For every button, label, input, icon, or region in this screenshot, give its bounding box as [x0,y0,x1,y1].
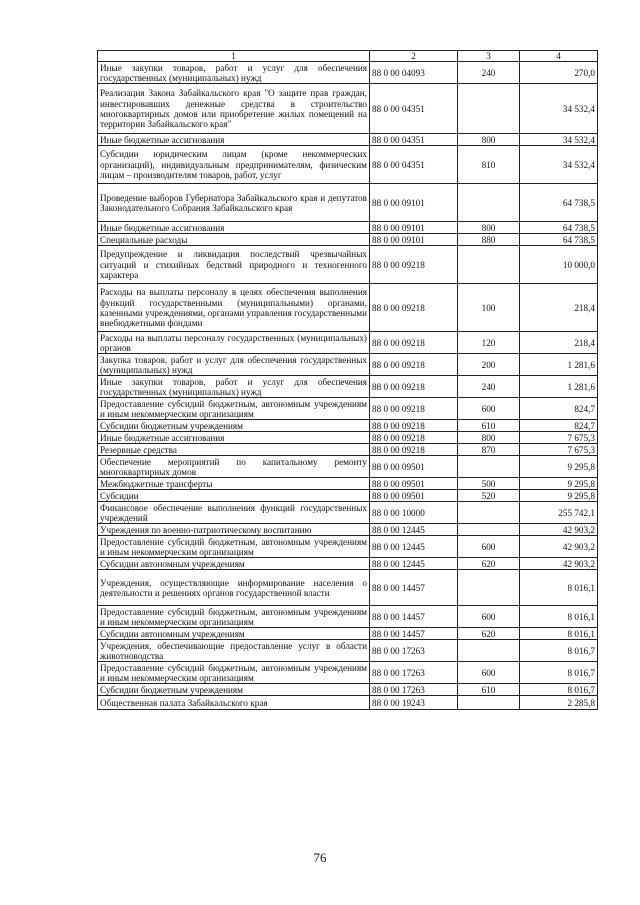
row-target-code: 88 0 00 09218 [370,398,458,420]
row-amount: 34 532,4 [520,84,598,134]
row-name: Межбюджетные трансферты [98,478,370,490]
row-amount: 64 738,5 [520,184,598,222]
row-expense-type: 870 [458,444,520,456]
row-expense-type [458,570,520,606]
row-expense-type: 800 [458,432,520,444]
row-target-code: 88 0 00 10000 [370,502,458,524]
table-row [98,502,598,524]
row-amount: 64 738,5 [520,234,598,246]
row-target-code: 88 0 00 19243 [370,696,458,710]
table-row [98,376,598,398]
row-target-code: 88 0 00 04351 [370,134,458,146]
table-row [98,684,598,696]
row-name: Расходы на выплаты персоналу государственных (муниципальных) органов [98,332,370,354]
row-expense-type: 240 [458,376,520,398]
row-expense-type: 600 [458,662,520,684]
row-name: Предоставление субсидий бюджетным, автономным учреждениям и иным некоммерческим организациям [98,536,370,558]
row-target-code: 88 0 00 17263 [370,662,458,684]
row-amount: 824,7 [520,420,598,432]
row-expense-type [458,184,520,222]
table-row [98,420,598,432]
row-name: Общественная палата Забайкальского края [98,696,370,710]
column-header-4: 4 [520,51,598,62]
table-row [98,606,598,628]
row-expense-type: 600 [458,398,520,420]
row-name: Предоставление субсидий бюджетным, автономным учреждениям и иным некоммерческим организациям [98,606,370,628]
row-amount: 10 000,0 [520,246,598,284]
row-expense-type: 240 [458,62,520,84]
row-amount: 218,4 [520,284,598,332]
row-name: Иные закупки товаров, работ и услуг для обеспечения государственных (муниципальных) нужд [98,376,370,398]
table-row [98,524,598,536]
row-amount: 8 016,1 [520,570,598,606]
table-row [98,640,598,662]
row-amount: 64 738,5 [520,222,598,234]
row-expense-type [458,640,520,662]
row-expense-type: 520 [458,490,520,502]
row-amount: 8 016,1 [520,628,598,640]
row-target-code: 88 0 00 09501 [370,478,458,490]
row-name: Учреждения, осуществляющие информирование населения о деятельности и решениях органов государственной власти [98,570,370,606]
row-amount: 9 295,8 [520,478,598,490]
row-target-code: 88 0 00 09101 [370,184,458,222]
table-row [98,536,598,558]
row-expense-type: 620 [458,558,520,570]
row-target-code: 88 0 00 09101 [370,234,458,246]
row-target-code: 88 0 00 12445 [370,558,458,570]
row-target-code: 88 0 00 09101 [370,222,458,234]
row-name: Иные бюджетные ассигнования [98,432,370,444]
row-name: Предоставление субсидий бюджетным, автономным учреждениям и иным некоммерческим организациям [98,398,370,420]
row-target-code: 88 0 00 14457 [370,606,458,628]
row-amount: 8 016,7 [520,662,598,684]
table-row [98,184,598,222]
row-amount: 8 016,7 [520,640,598,662]
row-name: Иные закупки товаров, работ и услуг для обеспечения государственных (муниципальных) нужд [98,62,370,84]
row-target-code: 88 0 00 04351 [370,84,458,134]
row-name: Иные бюджетные ассигнования [98,134,370,146]
row-amount: 218,4 [520,332,598,354]
row-amount: 9 295,8 [520,456,598,478]
column-header-3: 3 [458,51,520,62]
table-row [98,62,598,84]
row-name: Субсидии юридическим лицам (кроме некоммерческих организаций), индивидуальным предпринимателям, физическим лицам – производителям товаров, работ, услуг [98,146,370,184]
table-row [98,570,598,606]
row-name: Предоставление субсидий бюджетным, автономным учреждениям и иным некоммерческим организациям [98,662,370,684]
row-expense-type [458,456,520,478]
row-expense-type [458,696,520,710]
row-amount: 824,7 [520,398,598,420]
table-row [98,628,598,640]
page-number: 76 [313,850,327,865]
row-amount: 270,0 [520,62,598,84]
row-target-code: 88 0 00 17263 [370,640,458,662]
row-amount: 1 281,6 [520,376,598,398]
table-row [98,432,598,444]
table-row [98,696,598,710]
row-amount: 42 903,2 [520,558,598,570]
row-expense-type: 200 [458,354,520,376]
row-expense-type: 600 [458,606,520,628]
row-amount: 9 295,8 [520,490,598,502]
row-expense-type: 800 [458,134,520,146]
row-amount: 2 285,8 [520,696,598,710]
table-row [98,222,598,234]
row-name: Субсидии бюджетным учреждениям [98,684,370,696]
row-target-code: 88 0 00 09218 [370,354,458,376]
table-row [98,246,598,284]
row-expense-type: 610 [458,420,520,432]
row-name: Расходы на выплаты персоналу в целях обеспечения выполнения функций государственными (муниципальными) органами, казенными учреждениями, органами управления государственными внебюджетными фондами [98,284,370,332]
row-amount: 7 675,3 [520,432,598,444]
table-row [98,84,598,134]
row-name: Финансовое обеспечение выполнения функций государственных учреждений [98,502,370,524]
table-row [98,558,598,570]
row-expense-type: 610 [458,684,520,696]
row-name: Иные бюджетные ассигнования [98,222,370,234]
row-expense-type: 620 [458,628,520,640]
row-name: Субсидии бюджетным учреждениям [98,420,370,432]
row-expense-type [458,502,520,524]
row-name: Специальные расходы [98,234,370,246]
row-target-code: 88 0 00 09218 [370,376,458,398]
row-target-code: 88 0 00 09501 [370,456,458,478]
row-target-code: 88 0 00 09218 [370,284,458,332]
table-row [98,478,598,490]
row-target-code: 88 0 00 09218 [370,332,458,354]
row-name: Проведение выборов Губернатора Забайкальского края и депутатов Законодательного Собрания Забайкальского края [98,184,370,222]
row-expense-type: 120 [458,332,520,354]
row-expense-type: 600 [458,536,520,558]
row-amount: 42 903,2 [520,524,598,536]
table-row [98,444,598,456]
row-target-code: 88 0 00 12445 [370,524,458,536]
row-amount: 34 532,4 [520,134,598,146]
row-target-code: 88 0 00 09218 [370,420,458,432]
table-row [98,332,598,354]
row-expense-type: 800 [458,222,520,234]
row-target-code: 88 0 00 09501 [370,490,458,502]
table-row [98,284,598,332]
row-target-code: 88 0 00 09218 [370,246,458,284]
table-row [98,456,598,478]
row-amount: 8 016,7 [520,684,598,696]
row-target-code: 88 0 00 09218 [370,432,458,444]
table-row [98,134,598,146]
row-expense-type [458,246,520,284]
row-name: Субсидии [98,490,370,502]
row-name: Учреждения, обеспечивающие предоставление услуг в области животноводства [98,640,370,662]
row-target-code: 88 0 00 14457 [370,570,458,606]
row-target-code: 88 0 00 04093 [370,62,458,84]
row-amount: 1 281,6 [520,354,598,376]
row-target-code: 88 0 00 17263 [370,684,458,696]
table-header-row [98,51,598,62]
row-expense-type: 100 [458,284,520,332]
row-name: Реализация Закона Забайкальского края "О защите прав граждан, инвестировавших денежные средства в строительство многоквартирных домов или приобретение жилых помещений на территории Забайкальского края" [98,84,370,134]
table-row [98,146,598,184]
row-expense-type: 500 [458,478,520,490]
row-amount: 7 675,3 [520,444,598,456]
budget-table [97,50,598,710]
row-target-code: 88 0 00 14457 [370,628,458,640]
row-name: Обеспечение мероприятий по капитальному ремонту многоквартирных домов [98,456,370,478]
row-target-code: 88 0 00 09218 [370,444,458,456]
row-expense-type: 880 [458,234,520,246]
row-name: Резервные средства [98,444,370,456]
table-row [98,398,598,420]
table-row [98,490,598,502]
row-name: Предупреждение и ликвидация последствий чрезвычайных ситуаций и стихийных бедствий природного и техногенного характера [98,246,370,284]
row-amount: 8 016,1 [520,606,598,628]
row-name: Субсидии автономным учреждениям [98,558,370,570]
column-header-1: 1 [98,51,370,62]
row-target-code: 88 0 00 04351 [370,146,458,184]
row-name: Субсидии автономным учреждениям [98,628,370,640]
row-expense-type [458,84,520,134]
row-amount: 42 903,2 [520,536,598,558]
row-expense-type [458,524,520,536]
row-name: Закупка товаров, работ и услуг для обеспечения государственных (муниципальных) нужд [98,354,370,376]
row-amount: 255 742,1 [520,502,598,524]
table-row [98,234,598,246]
table-row [98,354,598,376]
table-row [98,662,598,684]
row-amount: 34 532,4 [520,146,598,184]
row-expense-type: 810 [458,146,520,184]
column-header-2: 2 [370,51,458,62]
row-name: Учреждения по военно-патриотическому воспитанию [98,524,370,536]
row-target-code: 88 0 00 12445 [370,536,458,558]
